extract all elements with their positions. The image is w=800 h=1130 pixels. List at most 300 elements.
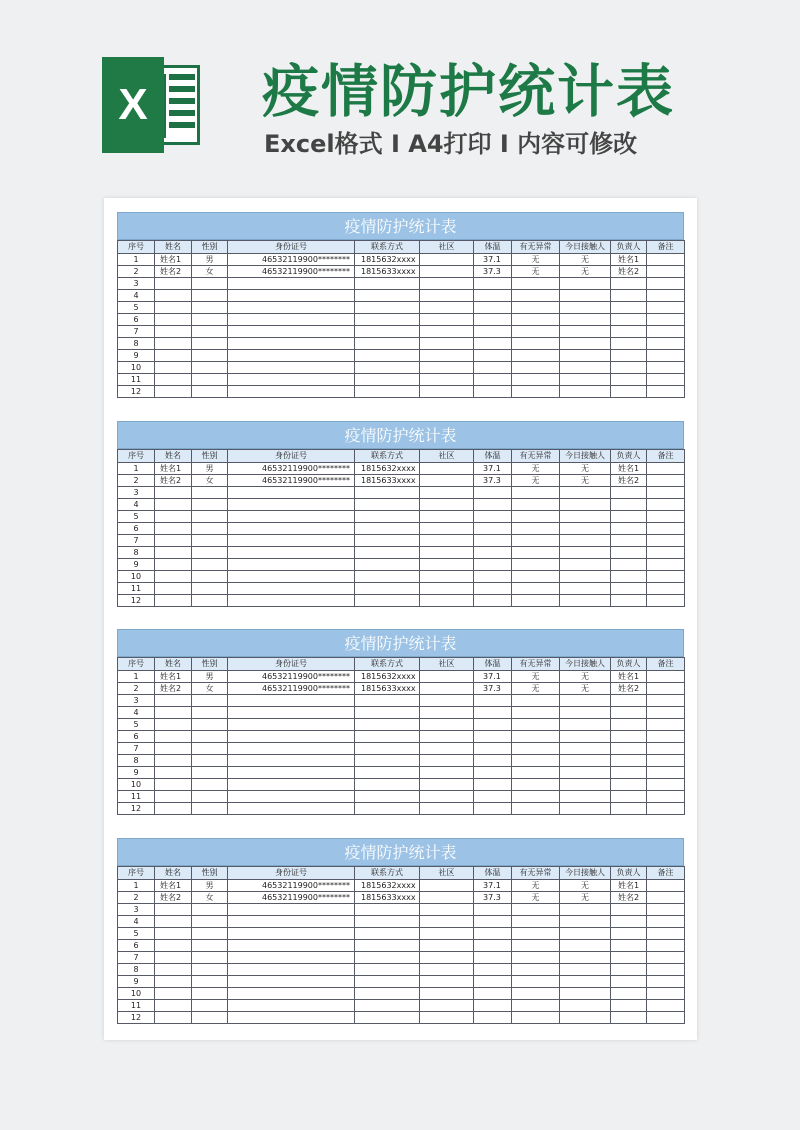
person-in-charge-cell[interactable] — [611, 791, 647, 803]
community-cell[interactable] — [420, 803, 474, 815]
name-cell[interactable] — [155, 964, 192, 976]
gender-cell[interactable] — [192, 547, 228, 559]
person-in-charge-cell[interactable] — [611, 326, 647, 338]
temperature-cell[interactable] — [474, 695, 512, 707]
abnormal-cell[interactable] — [512, 743, 560, 755]
contact-cell[interactable] — [355, 964, 420, 976]
contact-today-cell[interactable]: 无 — [560, 463, 611, 475]
person-in-charge-cell[interactable] — [611, 743, 647, 755]
abnormal-cell[interactable] — [512, 487, 560, 499]
abnormal-cell[interactable] — [512, 719, 560, 731]
id-number-cell[interactable] — [228, 803, 355, 815]
name-cell[interactable] — [155, 976, 192, 988]
gender-cell[interactable] — [192, 707, 228, 719]
seq-cell[interactable]: 8 — [118, 547, 155, 559]
contact-today-cell[interactable] — [560, 302, 611, 314]
person-in-charge-cell[interactable] — [611, 350, 647, 362]
gender-cell[interactable] — [192, 779, 228, 791]
id-number-cell[interactable] — [228, 791, 355, 803]
seq-cell[interactable]: 10 — [118, 988, 155, 1000]
contact-today-cell[interactable] — [560, 743, 611, 755]
name-cell[interactable] — [155, 362, 192, 374]
remark-cell[interactable] — [647, 254, 685, 266]
temperature-cell[interactable]: 37.3 — [474, 475, 512, 487]
community-cell[interactable] — [420, 988, 474, 1000]
name-cell[interactable] — [155, 719, 192, 731]
name-cell[interactable] — [155, 940, 192, 952]
contact-today-cell[interactable] — [560, 386, 611, 398]
abnormal-cell[interactable] — [512, 314, 560, 326]
abnormal-cell[interactable] — [512, 326, 560, 338]
person-in-charge-cell[interactable] — [611, 595, 647, 607]
community-cell[interactable] — [420, 779, 474, 791]
temperature-cell[interactable] — [474, 523, 512, 535]
temperature-cell[interactable] — [474, 374, 512, 386]
community-cell[interactable] — [420, 571, 474, 583]
temperature-cell[interactable] — [474, 511, 512, 523]
contact-today-cell[interactable] — [560, 571, 611, 583]
name-cell[interactable] — [155, 731, 192, 743]
community-cell[interactable] — [420, 767, 474, 779]
temperature-cell[interactable] — [474, 571, 512, 583]
community-cell[interactable] — [420, 350, 474, 362]
seq-cell[interactable]: 7 — [118, 326, 155, 338]
person-in-charge-cell[interactable] — [611, 904, 647, 916]
contact-cell[interactable] — [355, 731, 420, 743]
temperature-cell[interactable]: 37.1 — [474, 463, 512, 475]
contact-today-cell[interactable] — [560, 595, 611, 607]
seq-cell[interactable]: 1 — [118, 671, 155, 683]
contact-today-cell[interactable] — [560, 964, 611, 976]
contact-today-cell[interactable]: 无 — [560, 880, 611, 892]
gender-cell[interactable] — [192, 940, 228, 952]
remark-cell[interactable] — [647, 880, 685, 892]
seq-cell[interactable]: 12 — [118, 386, 155, 398]
temperature-cell[interactable] — [474, 338, 512, 350]
temperature-cell[interactable] — [474, 314, 512, 326]
abnormal-cell[interactable] — [512, 928, 560, 940]
community-cell[interactable] — [420, 583, 474, 595]
seq-cell[interactable]: 11 — [118, 583, 155, 595]
temperature-cell[interactable] — [474, 278, 512, 290]
name-cell[interactable]: 姓名2 — [155, 683, 192, 695]
id-number-cell[interactable] — [228, 952, 355, 964]
person-in-charge-cell[interactable]: 姓名2 — [611, 475, 647, 487]
abnormal-cell[interactable] — [512, 583, 560, 595]
seq-cell[interactable]: 9 — [118, 350, 155, 362]
abnormal-cell[interactable]: 无 — [512, 266, 560, 278]
seq-cell[interactable]: 5 — [118, 511, 155, 523]
id-number-cell[interactable]: 46532119900******** — [228, 671, 355, 683]
name-cell[interactable] — [155, 547, 192, 559]
gender-cell[interactable] — [192, 803, 228, 815]
contact-cell[interactable] — [355, 976, 420, 988]
community-cell[interactable] — [420, 904, 474, 916]
gender-cell[interactable] — [192, 731, 228, 743]
gender-cell[interactable] — [192, 374, 228, 386]
contact-cell[interactable] — [355, 928, 420, 940]
gender-cell[interactable] — [192, 487, 228, 499]
community-cell[interactable] — [420, 290, 474, 302]
community-cell[interactable] — [420, 254, 474, 266]
community-cell[interactable] — [420, 1012, 474, 1024]
community-cell[interactable] — [420, 535, 474, 547]
community-cell[interactable] — [420, 671, 474, 683]
name-cell[interactable] — [155, 1000, 192, 1012]
temperature-cell[interactable] — [474, 487, 512, 499]
remark-cell[interactable] — [647, 767, 685, 779]
community-cell[interactable] — [420, 595, 474, 607]
contact-cell[interactable] — [355, 904, 420, 916]
id-number-cell[interactable] — [228, 499, 355, 511]
remark-cell[interactable] — [647, 988, 685, 1000]
contact-cell[interactable] — [355, 595, 420, 607]
id-number-cell[interactable] — [228, 338, 355, 350]
community-cell[interactable] — [420, 499, 474, 511]
remark-cell[interactable] — [647, 743, 685, 755]
community-cell[interactable] — [420, 755, 474, 767]
community-cell[interactable] — [420, 386, 474, 398]
contact-today-cell[interactable] — [560, 362, 611, 374]
id-number-cell[interactable]: 46532119900******** — [228, 475, 355, 487]
remark-cell[interactable] — [647, 791, 685, 803]
name-cell[interactable] — [155, 916, 192, 928]
id-number-cell[interactable] — [228, 595, 355, 607]
seq-cell[interactable]: 2 — [118, 683, 155, 695]
person-in-charge-cell[interactable] — [611, 767, 647, 779]
temperature-cell[interactable] — [474, 547, 512, 559]
contact-cell[interactable] — [355, 755, 420, 767]
temperature-cell[interactable] — [474, 302, 512, 314]
id-number-cell[interactable] — [228, 374, 355, 386]
community-cell[interactable] — [420, 880, 474, 892]
contact-cell[interactable]: 1815633xxxx — [355, 683, 420, 695]
person-in-charge-cell[interactable]: 姓名2 — [611, 683, 647, 695]
community-cell[interactable] — [420, 743, 474, 755]
gender-cell[interactable] — [192, 535, 228, 547]
remark-cell[interactable] — [647, 547, 685, 559]
abnormal-cell[interactable] — [512, 707, 560, 719]
name-cell[interactable] — [155, 583, 192, 595]
name-cell[interactable] — [155, 326, 192, 338]
id-number-cell[interactable] — [228, 547, 355, 559]
gender-cell[interactable] — [192, 583, 228, 595]
gender-cell[interactable]: 男 — [192, 463, 228, 475]
person-in-charge-cell[interactable] — [611, 302, 647, 314]
name-cell[interactable] — [155, 988, 192, 1000]
contact-today-cell[interactable] — [560, 904, 611, 916]
id-number-cell[interactable] — [228, 583, 355, 595]
remark-cell[interactable] — [647, 523, 685, 535]
id-number-cell[interactable] — [228, 904, 355, 916]
abnormal-cell[interactable] — [512, 523, 560, 535]
temperature-cell[interactable] — [474, 731, 512, 743]
name-cell[interactable] — [155, 290, 192, 302]
temperature-cell[interactable] — [474, 535, 512, 547]
person-in-charge-cell[interactable] — [611, 988, 647, 1000]
id-number-cell[interactable] — [228, 362, 355, 374]
person-in-charge-cell[interactable] — [611, 571, 647, 583]
temperature-cell[interactable] — [474, 559, 512, 571]
abnormal-cell[interactable] — [512, 952, 560, 964]
community-cell[interactable] — [420, 362, 474, 374]
gender-cell[interactable]: 女 — [192, 892, 228, 904]
contact-today-cell[interactable]: 无 — [560, 683, 611, 695]
contact-today-cell[interactable]: 无 — [560, 671, 611, 683]
abnormal-cell[interactable] — [512, 386, 560, 398]
abnormal-cell[interactable] — [512, 511, 560, 523]
id-number-cell[interactable] — [228, 976, 355, 988]
temperature-cell[interactable] — [474, 1012, 512, 1024]
remark-cell[interactable] — [647, 302, 685, 314]
id-number-cell[interactable] — [228, 302, 355, 314]
community-cell[interactable] — [420, 302, 474, 314]
person-in-charge-cell[interactable] — [611, 707, 647, 719]
gender-cell[interactable] — [192, 755, 228, 767]
contact-cell[interactable] — [355, 571, 420, 583]
community-cell[interactable] — [420, 338, 474, 350]
gender-cell[interactable] — [192, 499, 228, 511]
contact-cell[interactable] — [355, 1000, 420, 1012]
remark-cell[interactable] — [647, 683, 685, 695]
seq-cell[interactable]: 3 — [118, 278, 155, 290]
name-cell[interactable] — [155, 511, 192, 523]
person-in-charge-cell[interactable] — [611, 314, 647, 326]
gender-cell[interactable] — [192, 1012, 228, 1024]
temperature-cell[interactable] — [474, 904, 512, 916]
seq-cell[interactable]: 11 — [118, 374, 155, 386]
gender-cell[interactable] — [192, 350, 228, 362]
temperature-cell[interactable]: 37.3 — [474, 266, 512, 278]
id-number-cell[interactable] — [228, 988, 355, 1000]
abnormal-cell[interactable] — [512, 571, 560, 583]
name-cell[interactable] — [155, 695, 192, 707]
abnormal-cell[interactable]: 无 — [512, 880, 560, 892]
contact-cell[interactable] — [355, 952, 420, 964]
person-in-charge-cell[interactable] — [611, 511, 647, 523]
contact-today-cell[interactable] — [560, 695, 611, 707]
name-cell[interactable] — [155, 595, 192, 607]
name-cell[interactable] — [155, 707, 192, 719]
contact-today-cell[interactable] — [560, 1012, 611, 1024]
seq-cell[interactable]: 12 — [118, 1012, 155, 1024]
temperature-cell[interactable] — [474, 499, 512, 511]
name-cell[interactable] — [155, 743, 192, 755]
remark-cell[interactable] — [647, 1000, 685, 1012]
remark-cell[interactable] — [647, 595, 685, 607]
person-in-charge-cell[interactable] — [611, 362, 647, 374]
person-in-charge-cell[interactable] — [611, 547, 647, 559]
contact-cell[interactable] — [355, 314, 420, 326]
seq-cell[interactable]: 10 — [118, 779, 155, 791]
gender-cell[interactable] — [192, 952, 228, 964]
community-cell[interactable] — [420, 952, 474, 964]
name-cell[interactable]: 姓名1 — [155, 254, 192, 266]
seq-cell[interactable]: 4 — [118, 916, 155, 928]
contact-cell[interactable]: 1815632xxxx — [355, 880, 420, 892]
temperature-cell[interactable]: 37.1 — [474, 671, 512, 683]
person-in-charge-cell[interactable] — [611, 916, 647, 928]
gender-cell[interactable] — [192, 904, 228, 916]
contact-today-cell[interactable] — [560, 755, 611, 767]
id-number-cell[interactable] — [228, 964, 355, 976]
community-cell[interactable] — [420, 475, 474, 487]
id-number-cell[interactable] — [228, 314, 355, 326]
id-number-cell[interactable] — [228, 571, 355, 583]
contact-today-cell[interactable] — [560, 535, 611, 547]
id-number-cell[interactable]: 46532119900******** — [228, 254, 355, 266]
temperature-cell[interactable] — [474, 791, 512, 803]
seq-cell[interactable]: 9 — [118, 767, 155, 779]
remark-cell[interactable] — [647, 314, 685, 326]
community-cell[interactable] — [420, 374, 474, 386]
contact-today-cell[interactable] — [560, 803, 611, 815]
abnormal-cell[interactable] — [512, 1012, 560, 1024]
gender-cell[interactable]: 女 — [192, 266, 228, 278]
temperature-cell[interactable] — [474, 583, 512, 595]
person-in-charge-cell[interactable] — [611, 278, 647, 290]
contact-cell[interactable] — [355, 940, 420, 952]
person-in-charge-cell[interactable]: 姓名1 — [611, 671, 647, 683]
contact-cell[interactable] — [355, 791, 420, 803]
community-cell[interactable] — [420, 892, 474, 904]
community-cell[interactable] — [420, 266, 474, 278]
id-number-cell[interactable] — [228, 1000, 355, 1012]
gender-cell[interactable] — [192, 988, 228, 1000]
community-cell[interactable] — [420, 487, 474, 499]
abnormal-cell[interactable] — [512, 362, 560, 374]
person-in-charge-cell[interactable] — [611, 779, 647, 791]
id-number-cell[interactable]: 46532119900******** — [228, 683, 355, 695]
remark-cell[interactable] — [647, 916, 685, 928]
remark-cell[interactable] — [647, 940, 685, 952]
contact-cell[interactable] — [355, 695, 420, 707]
person-in-charge-cell[interactable] — [611, 803, 647, 815]
id-number-cell[interactable] — [228, 916, 355, 928]
abnormal-cell[interactable] — [512, 1000, 560, 1012]
seq-cell[interactable]: 1 — [118, 254, 155, 266]
temperature-cell[interactable]: 37.1 — [474, 254, 512, 266]
abnormal-cell[interactable] — [512, 988, 560, 1000]
abnormal-cell[interactable] — [512, 976, 560, 988]
id-number-cell[interactable]: 46532119900******** — [228, 892, 355, 904]
seq-cell[interactable]: 2 — [118, 475, 155, 487]
gender-cell[interactable] — [192, 976, 228, 988]
remark-cell[interactable] — [647, 1012, 685, 1024]
seq-cell[interactable]: 6 — [118, 731, 155, 743]
name-cell[interactable] — [155, 523, 192, 535]
contact-cell[interactable] — [355, 374, 420, 386]
contact-cell[interactable]: 1815633xxxx — [355, 266, 420, 278]
community-cell[interactable] — [420, 791, 474, 803]
contact-cell[interactable] — [355, 1012, 420, 1024]
name-cell[interactable]: 姓名2 — [155, 892, 192, 904]
community-cell[interactable] — [420, 928, 474, 940]
name-cell[interactable] — [155, 803, 192, 815]
seq-cell[interactable]: 7 — [118, 743, 155, 755]
abnormal-cell[interactable] — [512, 559, 560, 571]
seq-cell[interactable]: 6 — [118, 523, 155, 535]
name-cell[interactable]: 姓名1 — [155, 671, 192, 683]
temperature-cell[interactable] — [474, 767, 512, 779]
seq-cell[interactable]: 8 — [118, 338, 155, 350]
temperature-cell[interactable] — [474, 916, 512, 928]
community-cell[interactable] — [420, 523, 474, 535]
person-in-charge-cell[interactable] — [611, 338, 647, 350]
abnormal-cell[interactable] — [512, 695, 560, 707]
name-cell[interactable] — [155, 755, 192, 767]
gender-cell[interactable] — [192, 511, 228, 523]
contact-cell[interactable] — [355, 916, 420, 928]
id-number-cell[interactable] — [228, 719, 355, 731]
id-number-cell[interactable] — [228, 743, 355, 755]
contact-today-cell[interactable] — [560, 338, 611, 350]
name-cell[interactable] — [155, 571, 192, 583]
contact-today-cell[interactable] — [560, 511, 611, 523]
contact-cell[interactable] — [355, 523, 420, 535]
gender-cell[interactable] — [192, 1000, 228, 1012]
abnormal-cell[interactable] — [512, 731, 560, 743]
contact-cell[interactable] — [355, 350, 420, 362]
seq-cell[interactable]: 4 — [118, 499, 155, 511]
id-number-cell[interactable] — [228, 707, 355, 719]
temperature-cell[interactable] — [474, 755, 512, 767]
temperature-cell[interactable] — [474, 386, 512, 398]
seq-cell[interactable]: 1 — [118, 463, 155, 475]
temperature-cell[interactable] — [474, 988, 512, 1000]
name-cell[interactable] — [155, 559, 192, 571]
abnormal-cell[interactable] — [512, 779, 560, 791]
contact-cell[interactable] — [355, 499, 420, 511]
contact-today-cell[interactable] — [560, 278, 611, 290]
name-cell[interactable] — [155, 338, 192, 350]
gender-cell[interactable] — [192, 302, 228, 314]
remark-cell[interactable] — [647, 463, 685, 475]
name-cell[interactable]: 姓名1 — [155, 463, 192, 475]
contact-today-cell[interactable] — [560, 791, 611, 803]
person-in-charge-cell[interactable] — [611, 499, 647, 511]
seq-cell[interactable]: 2 — [118, 266, 155, 278]
id-number-cell[interactable] — [228, 779, 355, 791]
person-in-charge-cell[interactable] — [611, 952, 647, 964]
remark-cell[interactable] — [647, 892, 685, 904]
contact-today-cell[interactable] — [560, 583, 611, 595]
gender-cell[interactable] — [192, 767, 228, 779]
community-cell[interactable] — [420, 559, 474, 571]
id-number-cell[interactable] — [228, 755, 355, 767]
community-cell[interactable] — [420, 964, 474, 976]
temperature-cell[interactable] — [474, 952, 512, 964]
contact-cell[interactable] — [355, 707, 420, 719]
gender-cell[interactable]: 女 — [192, 475, 228, 487]
remark-cell[interactable] — [647, 278, 685, 290]
contact-today-cell[interactable] — [560, 326, 611, 338]
name-cell[interactable] — [155, 904, 192, 916]
contact-cell[interactable] — [355, 511, 420, 523]
gender-cell[interactable]: 女 — [192, 683, 228, 695]
remark-cell[interactable] — [647, 731, 685, 743]
temperature-cell[interactable] — [474, 976, 512, 988]
gender-cell[interactable]: 男 — [192, 254, 228, 266]
seq-cell[interactable]: 9 — [118, 976, 155, 988]
name-cell[interactable] — [155, 499, 192, 511]
contact-today-cell[interactable] — [560, 350, 611, 362]
abnormal-cell[interactable] — [512, 535, 560, 547]
seq-cell[interactable]: 3 — [118, 487, 155, 499]
temperature-cell[interactable]: 37.1 — [474, 880, 512, 892]
name-cell[interactable]: 姓名1 — [155, 880, 192, 892]
contact-cell[interactable]: 1815632xxxx — [355, 671, 420, 683]
